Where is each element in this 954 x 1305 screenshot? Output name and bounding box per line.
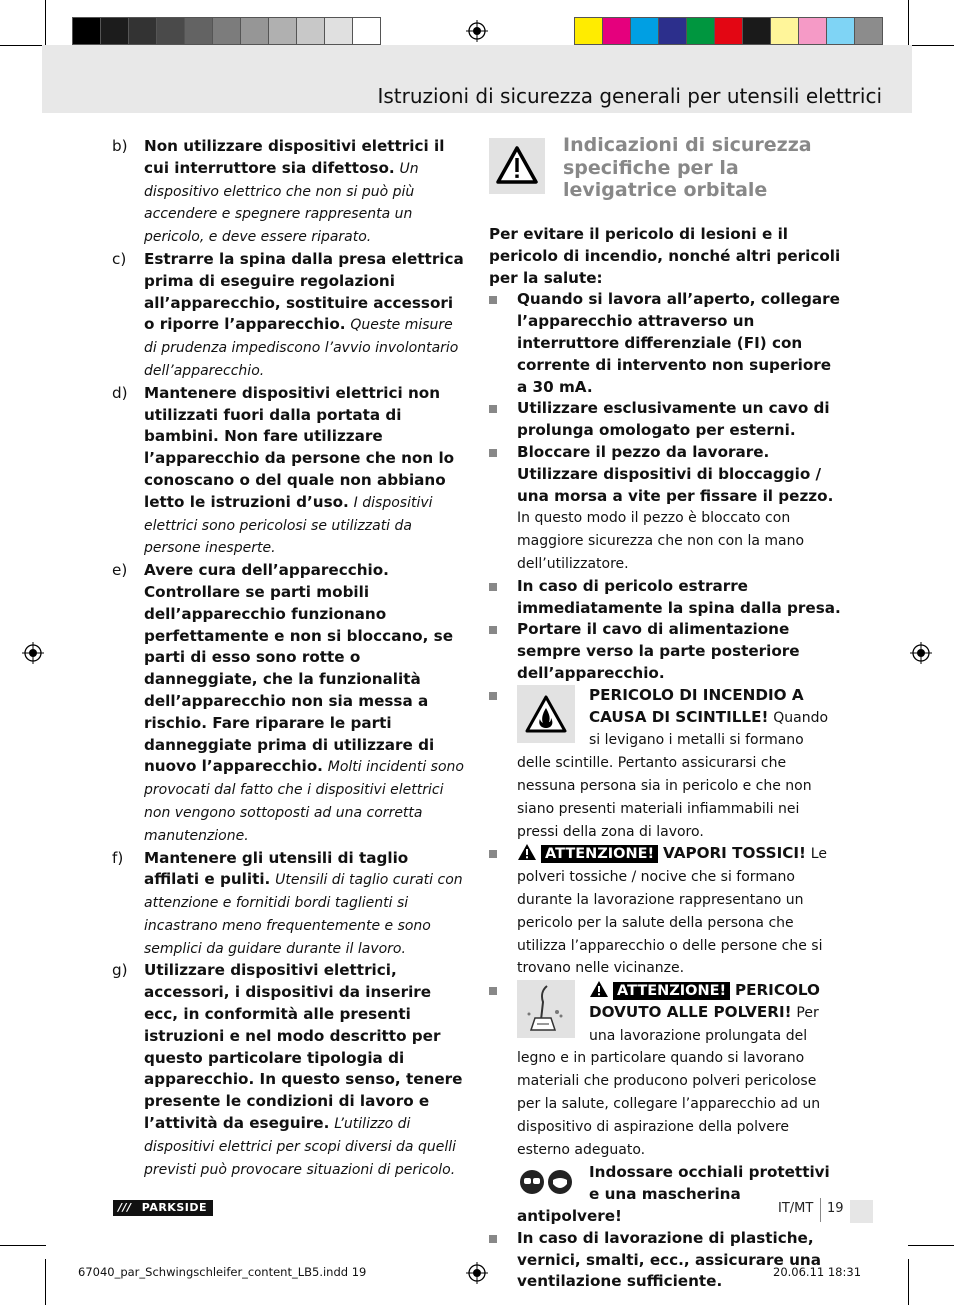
list-item-label: g) xyxy=(112,961,128,980)
fire-warning-icon xyxy=(517,685,575,743)
list-item xyxy=(489,442,841,576)
list-item-text: PERICOLO DI INCENDIO A CAUSA DI SCINTILLE! xyxy=(589,685,804,726)
process-color-bar xyxy=(574,17,882,45)
color-swatch xyxy=(798,17,827,45)
crop-mark xyxy=(45,1259,46,1305)
list-item xyxy=(112,383,468,560)
dust-extraction-icon xyxy=(517,980,575,1038)
crop-mark xyxy=(45,0,46,46)
color-swatch xyxy=(770,17,799,45)
print-slug-file: 67040_par_Schwingschleifer_content_LB5.indd 19 xyxy=(78,1265,367,1279)
attention-badge: ATTENZIONE! xyxy=(541,845,658,863)
warning-sign-icon xyxy=(489,138,545,194)
list-item-text: Portare il cavo di alimentazione sempre verso la parte posteriore dell’apparecchio. xyxy=(517,620,800,682)
list-item-label: c) xyxy=(112,249,127,268)
right-column xyxy=(489,136,841,1293)
list-item xyxy=(112,848,468,961)
list-item-text: Mantenere gli utensili di taglio affilati e puliti. xyxy=(144,848,409,889)
list-item-text: In caso di pericolo estrarre immediatamente la spina dalla presa. xyxy=(517,576,841,617)
list-item-note: Per una lavorazione prolungata del legno e in particolare quando si lavorano materiali che producono polveri pericolose per la salute, collegare l’apparecchio ad un dispositivo di aspirazione della polvere esterno adeguato. xyxy=(517,1004,821,1158)
list-item-note: L’utilizzo di dispositivi elettrici per scopi diversi da quelli previsti può provocare situazioni di pericolo. xyxy=(144,1116,456,1178)
list-item-note: Quando si levigano i metalli si formano delle scintille. Pertanto assicurarsi che nessuna persona sia in pericolo e che non siano presenti materiali infiammabili nei pressi della zona di lavoro. xyxy=(517,709,829,840)
list-item-dust-hazard xyxy=(489,980,841,1228)
footer-divider xyxy=(820,1198,821,1222)
crop-mark xyxy=(908,0,909,46)
list-item xyxy=(112,960,468,1181)
list-item-note: I dispositivi elettrici sono pericolosi se utilizzati da persone inesperte. xyxy=(144,494,433,557)
page-title: Istruzioni di sicurezza generali per utensili elettrici xyxy=(377,84,882,108)
color-swatch xyxy=(574,17,603,45)
list-item-text: Quando si lavora all’aperto, collegare l’apparecchio attraverso un interruttore differenziale (FI) con corrente di intervento non superiore a 30 mA. xyxy=(517,290,840,396)
color-swatch xyxy=(686,17,715,45)
list-item-label: e) xyxy=(112,561,128,580)
color-swatch xyxy=(72,17,101,45)
list-item-text: Bloccare il pezzo da lavorare. Utilizzare dispositivi di bloccaggio / una morsa a vite per fissare il pezzo. xyxy=(517,442,834,505)
list-item xyxy=(489,289,841,398)
crop-mark xyxy=(0,1245,46,1246)
list-item-note: In questo modo il pezzo è bloccato con maggiore sicurezza che non con la mano dell’utilizzatore. xyxy=(517,510,805,572)
list-item-text: Utilizzare esclusivamente un cavo di prolunga omologato per esterni. xyxy=(517,399,830,440)
left-column xyxy=(112,136,468,1181)
list-item-label: b) xyxy=(112,137,128,155)
footer-tab xyxy=(850,1200,873,1223)
color-swatch xyxy=(156,17,185,45)
list-item xyxy=(112,560,468,847)
list-item-fire-hazard xyxy=(489,685,841,844)
color-swatch xyxy=(714,17,743,45)
section-header xyxy=(489,136,841,202)
color-swatch xyxy=(184,17,213,45)
list-item-note: Le polveri tossiche / nocive che si formano durante la lavorazione rappresentano un pericolo per la salute della persona che utilizza l’apparecchio o delle persone che si trovano nelle vicinanze. xyxy=(517,846,827,977)
list-item xyxy=(112,136,468,249)
registration-mark-icon xyxy=(910,642,932,664)
color-swatch xyxy=(854,17,883,45)
list-item-text: Indossare occhiali protettivi e una mascherina antipolvere! xyxy=(517,1163,830,1226)
list-item xyxy=(489,576,841,620)
page-number: 19 xyxy=(827,1201,844,1216)
color-swatch xyxy=(826,17,855,45)
section-title: Indicazioni di sicurezza specifiche per la levigatrice orbitale xyxy=(563,134,812,201)
list-item-text: Avere cura dell’apparecchio. Controllare se parti mobili dell’apparecchio funzionano perfettamente e non si bloccano, se parti di esso sono rotte o danneggiate, che la funzionalità dell’apparecchio non sia messa a rischio. Fare riparare le parti danneggiate prima di utilizzare di nuovo l’apparecchio. xyxy=(144,561,454,776)
intro-text: Per evitare il pericolo di lesioni e il pericolo di incendio, nonché altri pericoli per la salute: xyxy=(489,225,841,287)
color-swatch xyxy=(658,17,687,45)
registration-mark-icon xyxy=(466,1262,488,1284)
color-swatch xyxy=(324,17,353,45)
language-code: IT/MT xyxy=(778,1201,814,1216)
list-item-note: Molti incidenti sono provocati dal fatto che i dispositivi elettrici non vengono sottoposti ad una corretta manutenzione. xyxy=(144,759,464,844)
brand-name: PARKSIDE xyxy=(141,1201,207,1214)
color-swatch xyxy=(212,17,241,45)
list-item-note: Queste misure di prudenza impediscono l’avvio involontario dell’apparecchio. xyxy=(144,317,459,379)
crop-mark xyxy=(0,45,46,46)
list-item xyxy=(489,619,841,684)
registration-mark-icon xyxy=(466,20,488,42)
list-item-note: Un dispositivo elettrico che non si può più accendere e spegnere rappresenta un pericolo, e deve essere riparato. xyxy=(144,160,419,246)
color-swatch xyxy=(268,17,297,45)
parkside-logo: /// PARKSIDE xyxy=(113,1200,213,1216)
crop-mark xyxy=(908,45,954,46)
grayscale-color-bar xyxy=(72,17,380,45)
warning-triangle-icon xyxy=(589,980,609,998)
color-swatch xyxy=(602,17,631,45)
registration-mark-icon xyxy=(22,642,44,664)
protective-gear-icon xyxy=(517,1162,575,1202)
color-swatch xyxy=(240,17,269,45)
warning-triangle-icon xyxy=(517,843,537,861)
color-swatch xyxy=(630,17,659,45)
color-swatch xyxy=(352,17,381,45)
list-item-label: f) xyxy=(112,848,124,867)
list-item-text: VAPORI TOSSICI! xyxy=(662,844,806,863)
list-item xyxy=(489,398,841,442)
crop-mark xyxy=(908,1259,909,1305)
color-swatch xyxy=(742,17,771,45)
list-item-text: PERICOLO DOVUTO ALLE POLVERI! xyxy=(589,981,820,1021)
list-item-text: In caso di lavorazione di plastiche, vernici, smalti, ecc., assicurare una ventilazione sufficiente. xyxy=(517,1228,821,1291)
list-item-label: d) xyxy=(112,383,128,402)
list-item-text: Utilizzare dispositivi elettrici, accessori, i dispositivi da inserire ecc, in conformità alle presenti istruzioni e nel modo descritto per questo particolare tipologia di apparecchio. In questo senso, tenere presente le condizioni di lavoro e l’attività da eseguire. xyxy=(144,961,463,1133)
color-swatch xyxy=(128,17,157,45)
list-item-text: Estrarre la spina dalla presa elettrica prima di eseguire regolazioni all’apparecchio, sostituire accessori o riporre l’apparecchio. xyxy=(144,249,464,334)
list-item xyxy=(112,249,468,383)
list-item-text: Mantenere dispositivi elettrici non utilizzati fuori dalla portata di bambini. Non fare utilizzare l’apparecchio da persone che non lo conoscano o del quale non abbiano letto le istruzioni d’uso. xyxy=(144,383,455,511)
color-swatch xyxy=(296,17,325,45)
list-item-toxic-vapors xyxy=(489,843,841,980)
print-slug-date: 20.06.11 18:31 xyxy=(773,1265,862,1279)
attention-badge: ATTENZIONE! xyxy=(613,982,730,1000)
list-item xyxy=(489,1228,841,1293)
list-item-note: Utensili di taglio curati con attenzione e fornitidi bordi taglienti si incastrano meno frequentemente e sono semplici da guidare durante il lavoro. xyxy=(144,872,463,957)
crop-mark xyxy=(908,1245,954,1246)
color-swatch xyxy=(100,17,129,45)
list-item-text: Non utilizzare dispositivi elettrici il cui interruttore sia difettoso. xyxy=(144,137,445,177)
